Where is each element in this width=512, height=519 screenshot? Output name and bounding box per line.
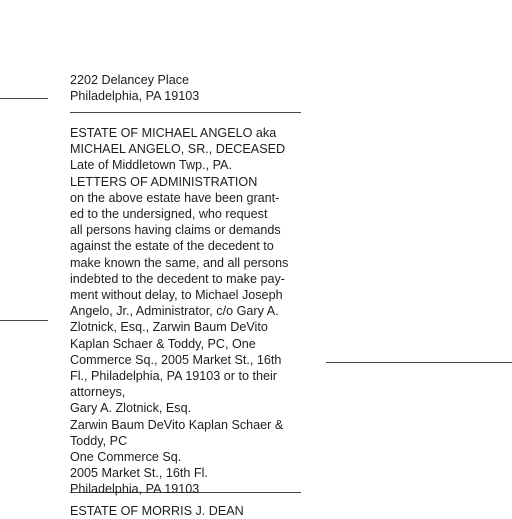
- text-line: Toddy, PC: [70, 433, 128, 448]
- text-line: Late of Middletown Twp., PA.: [70, 158, 232, 173]
- divider: [0, 98, 48, 99]
- text-line: attorneys,: [70, 385, 126, 400]
- text-line: Commerce Sq., 2005 Market St., 16th: [70, 352, 282, 367]
- divider: [70, 112, 301, 113]
- address-block: [70, 72, 199, 104]
- notice-heading: MICHAEL ANGELO, SR., DECEASED: [70, 142, 286, 157]
- text-line: LETTERS OF ADMINISTRATION: [70, 174, 258, 189]
- address-line: Philadelphia, PA 19103: [70, 89, 200, 104]
- estate-notice-angelo: [70, 125, 301, 498]
- text-line: Philadelphia, PA 19103: [70, 482, 200, 497]
- text-line: 2005 Market St., 16th Fl.: [70, 466, 208, 481]
- text-line: Kaplan Schaer & Toddy, PC, One: [70, 336, 256, 351]
- divider: [0, 320, 48, 321]
- text-line: Angelo, Jr., Administrator, c/o Gary A.: [70, 304, 279, 319]
- text-line: One Commerce Sq.: [70, 450, 182, 465]
- text-line: Gary A. Zlotnick, Esq.: [70, 401, 192, 416]
- text-line: Fl., Philadelphia, PA 19103 or to their: [70, 369, 277, 384]
- text-line: ment without delay, to Michael Joseph: [70, 288, 283, 303]
- notice-heading: ESTATE OF MORRIS J. DEAN: [70, 504, 244, 518]
- text-line: make known the same, and all persons: [70, 255, 289, 270]
- estate-notice-dean: [70, 503, 244, 519]
- address-line: 2202 Delancey Place: [70, 73, 190, 87]
- notice-heading: ESTATE OF MICHAEL ANGELO aka: [70, 126, 277, 140]
- text-line: Zlotnick, Esq., Zarwin Baum DeVito: [70, 320, 268, 335]
- text-line: against the estate of the decedent to: [70, 239, 274, 254]
- text-line: on the above estate have been grant-: [70, 190, 280, 205]
- divider: [326, 362, 512, 363]
- text-line: all persons having claims or demands: [70, 223, 281, 238]
- text-line: indebted to the decedent to make pay-: [70, 271, 285, 286]
- text-line: ed to the undersigned, who request: [70, 207, 268, 222]
- text-line: Zarwin Baum DeVito Kaplan Schaer &: [70, 417, 284, 432]
